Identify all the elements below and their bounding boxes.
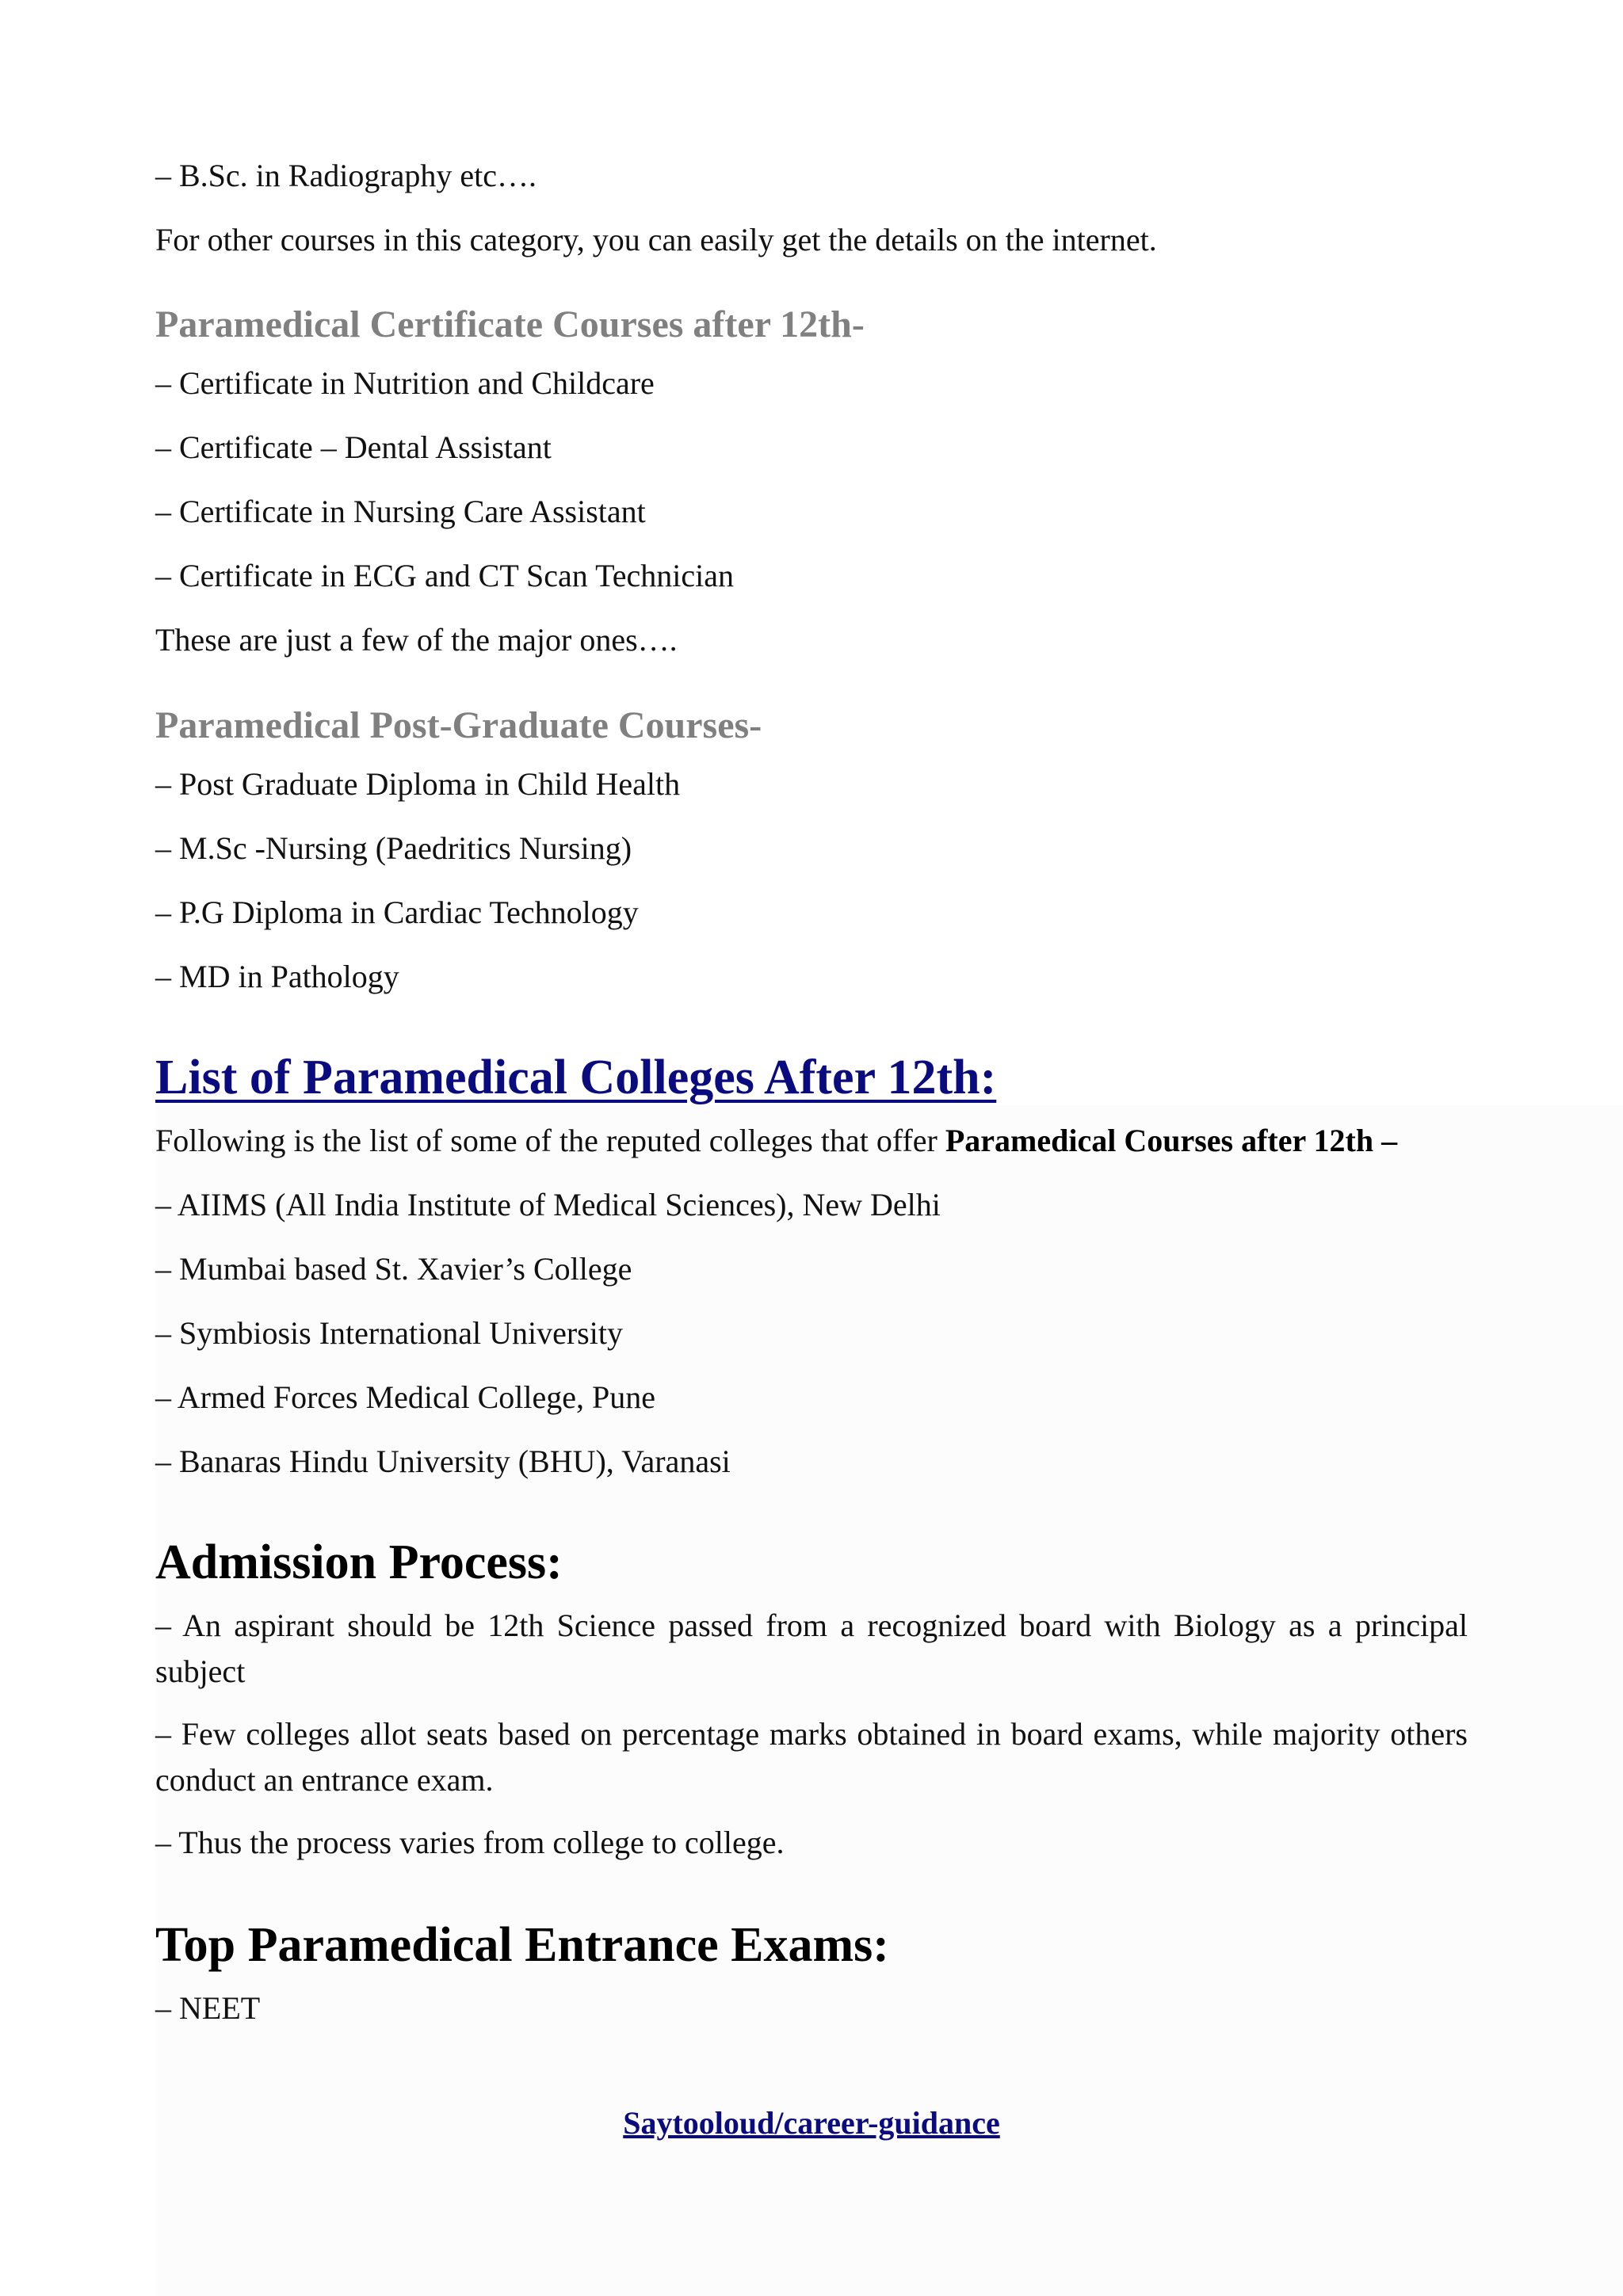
postgraduate-item: – Post Graduate Diploma in Child Health [155,766,681,802]
postgraduate-item: – MD in Pathology [155,959,399,994]
entrance-exams-heading: Top Paramedical Entrance Exams: [155,1918,889,1972]
course-item-bsc-radiography: – B.Sc. in Radiography etc…. [155,158,537,193]
postgraduate-courses-heading: Paramedical Post-Graduate Courses- [155,704,762,746]
admission-point: – Thus the process varies from college to college. [155,1825,785,1860]
admission-point: – Few colleges allot seats based on percentage marks obtained in board exams, while majority others conduct an entrance exam. [155,1716,1468,1798]
postgraduate-item: – M.Sc -Nursing (Paedritics Nursing) [155,830,632,866]
college-item: – Symbiosis International University [155,1315,623,1351]
colleges-intro-text: Following is the list of some of the reputed colleges that offer [155,1123,945,1158]
college-item: – Mumbai based St. Xavier’s College [155,1251,632,1287]
college-item: – AIIMS (All India Institute of Medical Sciences), New Delhi [155,1187,941,1222]
college-item: – Banaras Hindu University (BHU), Varanasi [155,1444,731,1479]
exam-item: – NEET [155,1990,261,2026]
colleges-intro [155,1118,1397,1164]
career-guidance-link[interactable]: Saytooloud/career-guidance [623,2105,1000,2141]
colleges-intro-bold: Paramedical Courses after 12th – [945,1123,1398,1158]
admission-heading: Admission Process: [155,1535,563,1589]
admission-point: – An aspirant should be 12th Science passed from a recognized board with Biology as a principal subject [155,1608,1468,1689]
college-item: – Armed Forces Medical College, Pune [155,1379,655,1415]
certificate-courses-heading: Paramedical Certificate Courses after 12th- [155,303,865,345]
certificate-item: – Certificate in ECG and CT Scan Technician [155,558,734,593]
postgraduate-item: – P.G Diploma in Cardiac Technology [155,894,639,930]
certificate-item: – Certificate in Nutrition and Childcare [155,365,655,401]
internet-note: For other courses in this category, you can easily get the details on the internet. [155,222,1157,257]
certificate-item: – Certificate in Nursing Care Assistant [155,494,646,529]
colleges-heading-link[interactable]: List of Paramedical Colleges After 12th: [155,1051,997,1104]
certificate-item: – Certificate – Dental Assistant [155,429,552,465]
certificate-note: These are just a few of the major ones…. [155,622,678,658]
